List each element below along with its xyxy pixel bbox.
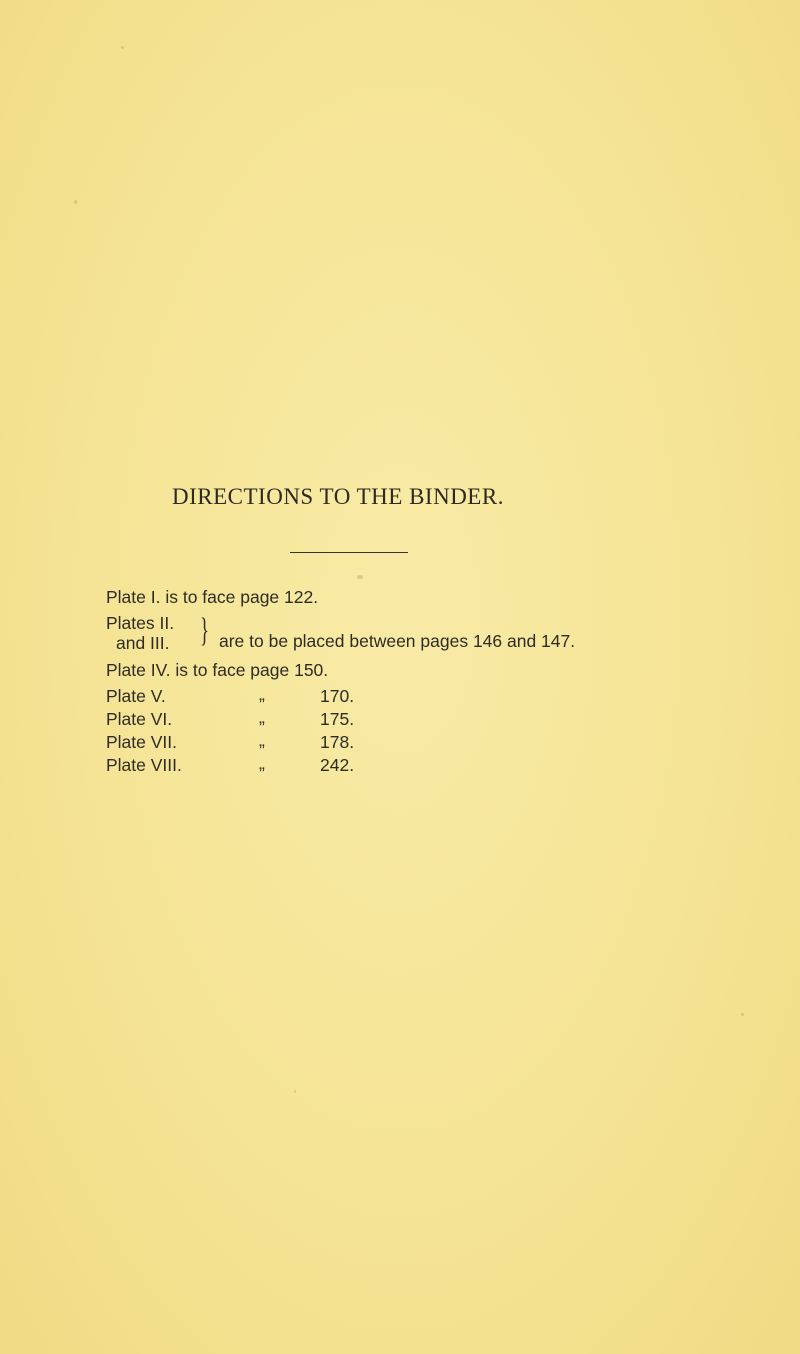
page-heading: DIRECTIONS TO THE BINDER.	[172, 484, 504, 509]
table-row-ditto: „	[259, 730, 265, 750]
paper-speck	[294, 1090, 296, 1093]
table-row-label: Plate VII.	[106, 732, 178, 752]
table-row-page: 242.	[320, 755, 355, 775]
table-row-label: Plate VI.	[106, 709, 173, 729]
table-row-ditto: „	[259, 684, 265, 704]
plates-2-3-second-line: and III.	[116, 633, 170, 653]
plates-2-3-first-line: Plates II.	[106, 613, 175, 633]
paper-speck	[741, 1013, 744, 1016]
plates-2-3-placement-text: are to be placed between pages 146 and 147.	[219, 631, 576, 651]
table-row-label: Plate VIII.	[106, 755, 182, 775]
paper-speck	[121, 46, 124, 49]
brace-symbol: }	[200, 612, 209, 649]
table-row-page: 178.	[320, 732, 355, 752]
table-row-page: 170.	[320, 686, 355, 706]
plate-1-line: Plate I. is to face page 122.	[106, 587, 319, 607]
plate-4-line: Plate IV. is to face page 150.	[106, 660, 329, 680]
table-row-ditto: „	[259, 753, 265, 773]
table-row-ditto: „	[259, 707, 265, 727]
heading-rule	[290, 552, 408, 553]
paper-speck	[357, 575, 363, 579]
table-row-page: 175.	[320, 709, 355, 729]
paper-speck	[74, 200, 77, 204]
table-row-label: Plate V.	[106, 686, 166, 706]
